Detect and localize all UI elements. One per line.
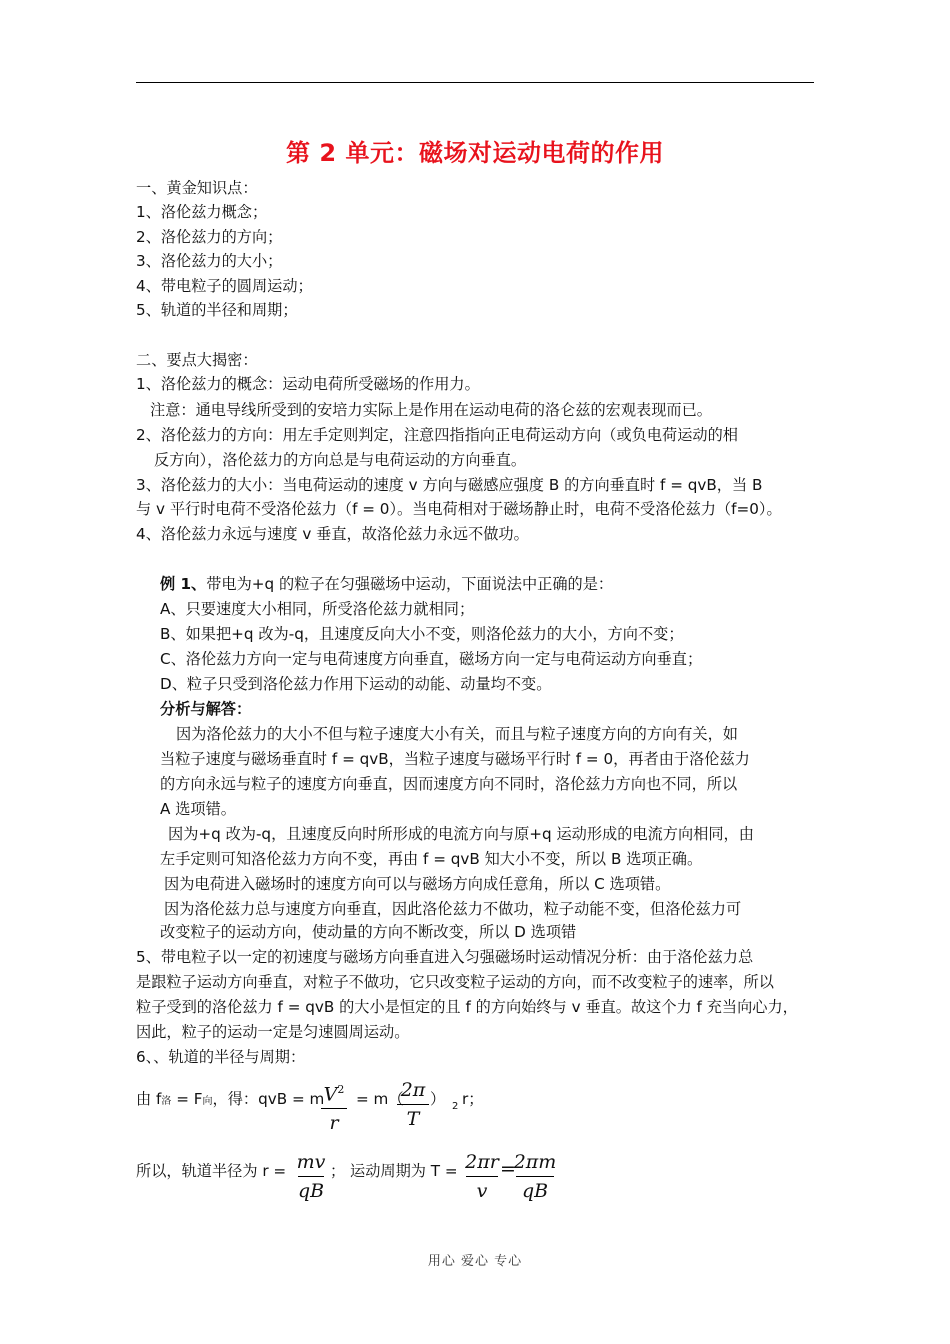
fraction-denominator: v <box>476 1180 488 1202</box>
example-label: 例 1、 <box>160 575 207 593</box>
fraction-numerator: 2π <box>400 1079 426 1101</box>
analysis-line: 因为洛伦兹力的大小不但与粒子速度大小有关，而且与粒子速度方向的方向有关，如 <box>176 725 738 743</box>
point6-heading: 6、、轨道的半径与周期： <box>136 1048 306 1066</box>
fraction-numerator: 2πm <box>513 1151 557 1173</box>
option-b: B、如果把+q 改为-q，且速度反向大小不变，则洛伦兹力的大小，方向不变； <box>160 625 684 643</box>
formula1-text <box>136 1088 324 1109</box>
formula1-sub-luo: 洛 <box>161 1096 172 1107</box>
formula1-mid3: = m（ <box>356 1090 404 1108</box>
analysis-line: 因为电荷进入磁场时的速度方向可以与磁场方向成任意角，所以 C 选项错。 <box>164 875 671 893</box>
fraction-numerator: 2πr <box>465 1151 499 1173</box>
fraction-v2-over-r <box>321 1078 347 1135</box>
fraction-denominator: qB <box>297 1180 325 1202</box>
knowledge-item: 2、洛伦兹力的方向； <box>136 228 283 246</box>
analysis-line: 改变粒子的运动方向，使动量的方向不断改变，所以 D 选项错 <box>160 923 577 941</box>
point-line: 反方向），洛伦兹力的方向总是与电荷运动的方向垂直。 <box>154 451 527 469</box>
fraction-2pi-over-t <box>397 1078 429 1131</box>
formula2-equals: = <box>500 1158 516 1180</box>
point-line: 1、洛伦兹力的概念：运动电荷所受磁场的作用力。 <box>136 375 480 393</box>
analysis-line: 的方向永远与粒子的速度方向垂直，因而速度方向不同时，洛伦兹力方向也不同，所以 <box>160 775 738 793</box>
point-line: 与 v 平行时电荷不受洛伦兹力（f = 0）。当电荷相对于磁场静止时，电荷不受洛伦兹力（f=0）。 <box>136 500 782 518</box>
header-rule <box>136 82 814 83</box>
analysis-line: A 选项错。 <box>160 800 236 818</box>
page-footer: 用心 爱心 专心 <box>427 1254 523 1269</box>
analysis-line: 当粒子速度与磁场垂直时 f = qvB，当粒子速度与磁场平行时 f = 0，再者由于洛伦兹力 <box>160 750 750 768</box>
section2-heading: 二、要点大揭密： <box>136 351 258 369</box>
fraction-numerator <box>324 1078 345 1106</box>
formula1-sub-xiang: 向 <box>202 1096 213 1107</box>
fraction-period-2 <box>513 1150 557 1203</box>
option-d: D、粒子只受到洛伦兹力作用下运动的动能、动量均不变。 <box>160 675 552 693</box>
frac-v: V <box>323 1083 338 1106</box>
example-question <box>160 574 613 594</box>
fraction-bar <box>397 1104 429 1105</box>
point5-line: 因此，粒子的运动一定是匀速圆周运动。 <box>136 1023 410 1041</box>
point5-line: 5、带电粒子以一定的初速度与磁场方向垂直进入匀强磁场时运动情况分析：由于洛伦兹力总 <box>136 948 754 966</box>
formula1-prefix: 由 f <box>136 1090 162 1108</box>
formula2-prefix: 所以，轨道半径为 r = <box>136 1162 287 1180</box>
fraction-denominator: r <box>329 1112 339 1135</box>
formula2-mid: ； 运动周期为 T = <box>330 1162 458 1180</box>
fraction-radius <box>298 1150 324 1203</box>
formula1-exponent: 2 <box>452 1101 459 1112</box>
analysis-line: 因为+q 改为-q，且速度反向时所形成的电流方向与原+q 运动形成的电流方向相同，由 <box>168 825 754 843</box>
formula1-close: ） <box>430 1090 446 1108</box>
fraction-bar <box>516 1176 554 1177</box>
point-line: 注意：通电导线所受到的安培力实际上是作用在运动电荷的洛仑兹的宏观表现而已。 <box>150 401 712 419</box>
fraction-bar <box>321 1108 347 1109</box>
knowledge-item: 4、带电粒子的圆周运动； <box>136 277 313 295</box>
point5-line: 是跟粒子运动方向垂直，对粒子不做功，它只改变粒子运动的方向，而不改变粒子的速率，所以 <box>136 973 774 991</box>
knowledge-item: 5、轨道的半径和周期； <box>136 301 298 319</box>
formula1-mid2: ，得：qvB = m <box>212 1090 325 1108</box>
fraction-denominator: qB <box>521 1180 549 1202</box>
fraction-bar <box>466 1176 498 1177</box>
point5-line: 粒子受到的洛伦兹力 f = qvB 的大小是恒定的且 f 的方向始终与 v 垂直。故这个力 f 充当向心力， <box>136 998 798 1016</box>
knowledge-item: 3、洛伦兹力的大小； <box>136 252 283 270</box>
option-c: C、洛伦兹力方向一定与电荷速度方向垂直，磁场方向一定与电荷运动方向垂直； <box>160 650 703 668</box>
fraction-numerator: mv <box>296 1151 326 1173</box>
formula1-mid1: = F <box>171 1090 203 1108</box>
point-line: 2、洛伦兹力的方向：用左手定则判定，注意四指指向正电荷运动方向（或负电荷运动的相 <box>136 426 738 444</box>
point-line: 3、洛伦兹力的大小：当电荷运动的速度 v 方向与磁感应强度 B 的方向垂直时 f = qvB，当 B <box>136 476 763 494</box>
section1-heading: 一、黄金知识点： <box>136 179 258 197</box>
fraction-denominator: T <box>406 1108 420 1130</box>
analysis-line: 因为洛伦兹力总与速度方向垂直，因此洛伦兹力不做功，粒子动能不变，但洛伦兹力可 <box>164 900 742 918</box>
point-line: 4、洛伦兹力永远与速度 v 垂直，故洛伦兹力永远不做功。 <box>136 525 529 543</box>
analysis-heading: 分析与解答： <box>160 700 252 718</box>
option-a: A、只要速度大小相同，所受洛伦兹力就相同； <box>160 600 475 618</box>
fraction-bar <box>298 1176 324 1177</box>
formula1-suffix: r； <box>462 1090 484 1108</box>
frac-v-sup: 2 <box>337 1083 345 1096</box>
page-title: 第 2 单元：磁场对运动电荷的作用 <box>286 139 664 167</box>
fraction-period-1 <box>466 1150 498 1203</box>
analysis-line: 左手定则可知洛伦兹力方向不变，再由 f = qvB 知大小不变，所以 B 选项正确。 <box>160 850 703 868</box>
knowledge-item: 1、洛伦兹力概念； <box>136 203 268 221</box>
example-question-text: 带电为+q 的粒子在匀强磁场中运动，下面说法中正确的是： <box>206 575 614 593</box>
